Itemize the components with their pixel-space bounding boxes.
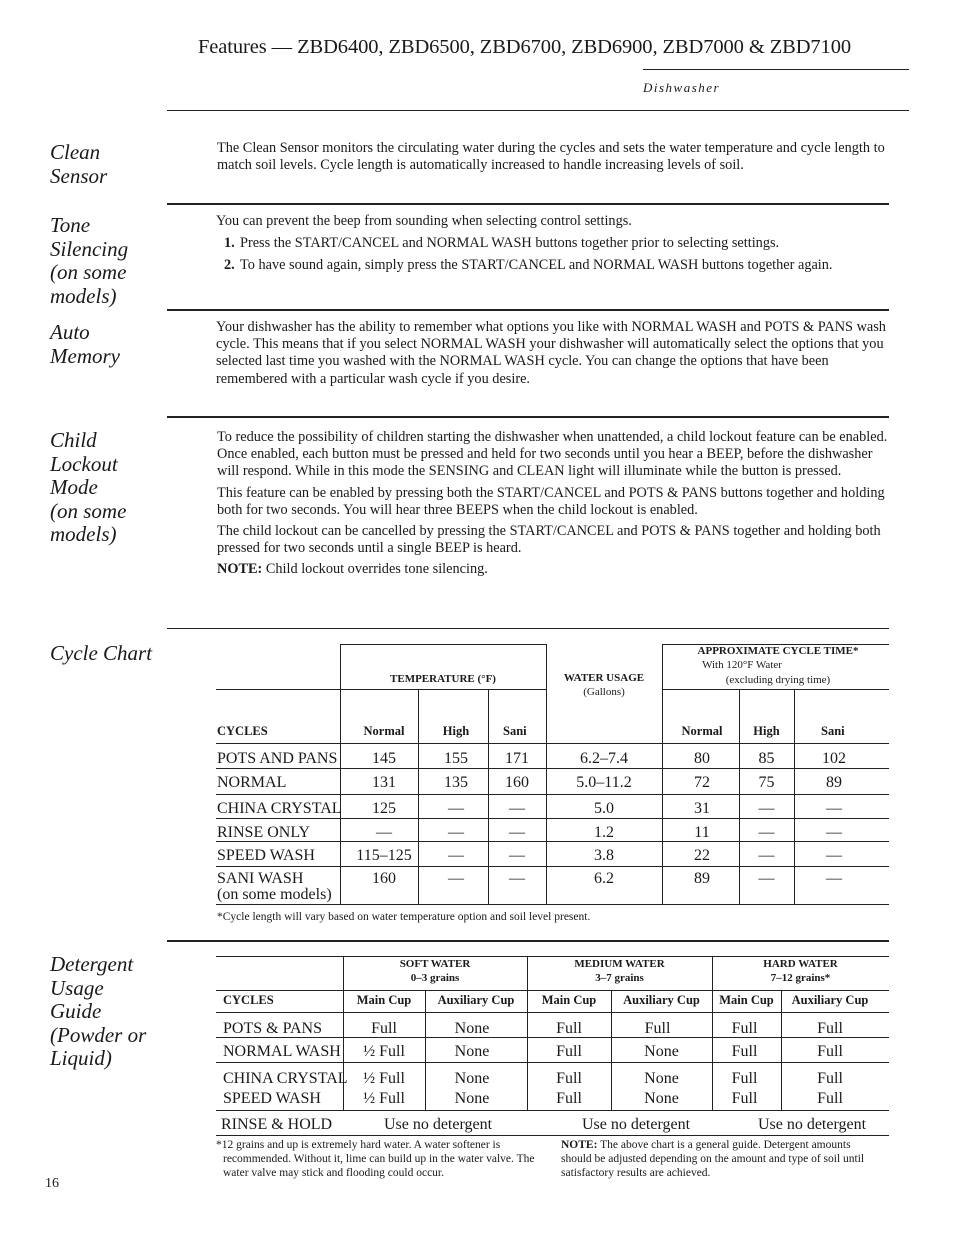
cycle-row-temp-sani: — xyxy=(509,847,525,864)
det-hard-main: Full xyxy=(731,1090,758,1107)
det-col-cycles: CYCLES xyxy=(223,993,274,1007)
tone-step-1: Press the START/CANCEL and NORMAL WASH buttons together prior to selecting settings. xyxy=(240,235,780,251)
temperature-header: TEMPERATURE (°F) xyxy=(390,673,496,685)
section-divider xyxy=(167,309,889,311)
section-divider xyxy=(167,416,889,418)
subtitle-rule xyxy=(643,69,909,70)
section-divider xyxy=(167,628,889,629)
hard-aux-cup: Auxiliary Cup xyxy=(791,993,869,1007)
det-medium-aux: None xyxy=(644,1043,679,1060)
cycle-row-temp-sani: 160 xyxy=(505,774,529,791)
page-number: 16 xyxy=(45,1176,59,1191)
cycle-row-time-high: — xyxy=(758,800,775,817)
cycle-row-water: 5.0–11.2 xyxy=(576,774,632,791)
cycle-row-temp-high: — xyxy=(448,847,464,864)
cycle-time-sub-1: With 120°F Water xyxy=(702,659,782,671)
det-hard-no-detergent: Use no detergent xyxy=(757,1116,867,1133)
cycle-row-water: 1.2 xyxy=(594,824,614,841)
medium-water-grains: 3–7 grains xyxy=(595,972,644,984)
det-row-name: SPEED WASH xyxy=(223,1090,321,1107)
auto-memory-heading: Auto Memory xyxy=(50,320,120,368)
det-row-name: RINSE & HOLD xyxy=(221,1116,333,1133)
det-soft-main: ½ Full xyxy=(363,1070,405,1087)
page-title: Features — ZBD6400, ZBD6500, ZBD6700, ZBD6900, ZBD7000 & ZBD7100 xyxy=(198,36,851,58)
tone-silencing-heading: Tone Silencing (on some models) xyxy=(50,213,129,308)
tone-step-2-number: 2. xyxy=(224,257,235,273)
det-row-name: CHINA CRYSTAL xyxy=(223,1070,348,1087)
cycle-row-time-sani: 89 xyxy=(826,774,842,791)
cycle-table-rule xyxy=(216,768,889,769)
cycle-row-temp-normal: 115–125 xyxy=(356,847,412,864)
soft-aux-cup: Auxiliary Cup xyxy=(437,993,515,1007)
det-soft-main: Full xyxy=(371,1020,397,1037)
detergent-guide-heading: Detergent Usage Guide (Powder or Liquid) xyxy=(50,952,147,1070)
hard-water-header: HARD WATER xyxy=(763,958,838,970)
det-table-rule xyxy=(216,1110,889,1111)
cycle-table-rule xyxy=(216,904,889,905)
cycle-row-time-high: — xyxy=(758,870,775,887)
col-temp-high: High xyxy=(442,724,470,738)
col-temp-normal: Normal xyxy=(363,724,405,738)
det-hard-aux: Full xyxy=(817,1090,843,1107)
cycle-chart-heading: Cycle Chart xyxy=(50,641,153,665)
cycle-row-time-normal: 72 xyxy=(694,774,710,791)
cycle-row-name: NORMAL xyxy=(217,774,287,791)
det-medium-aux: Full xyxy=(644,1020,671,1037)
cycle-row-temp-normal: 160 xyxy=(372,870,396,887)
det-hard-aux: Full xyxy=(817,1070,843,1087)
cycle-row-time-sani: — xyxy=(826,824,842,841)
det-medium-main: Full xyxy=(556,1070,582,1087)
det-table-rule xyxy=(216,956,889,957)
water-usage-unit: (Gallons) xyxy=(583,686,625,698)
cycle-row-temp-high: 155 xyxy=(444,750,468,767)
cycle-row-time-normal: 89 xyxy=(694,870,710,887)
col-cycles: CYCLES xyxy=(217,724,268,738)
hard-water-grains: 7–12 grains* xyxy=(770,972,831,984)
cycle-row-time-normal: 31 xyxy=(694,800,710,817)
tone-step-2: To have sound again, simply press the START/CANCEL and NORMAL WASH buttons together again. xyxy=(240,257,833,273)
section-divider xyxy=(167,203,889,205)
soft-water-grains: 0–3 grains xyxy=(410,972,460,984)
det-table-rule xyxy=(216,1012,889,1013)
cycle-row-time-high: 85 xyxy=(758,750,775,767)
cycle-row-name: SANI WASH xyxy=(217,870,304,887)
cycle-row-temp-normal: 145 xyxy=(372,750,396,767)
det-medium-main: Full xyxy=(556,1020,582,1037)
tone-silencing-intro: You can prevent the beep from sounding when selecting control settings. xyxy=(216,213,632,229)
section-divider xyxy=(167,940,889,942)
det-soft-no-detergent: Use no detergent xyxy=(383,1116,493,1133)
child-lockout-note: NOTE: Child lockout overrides tone silencing. xyxy=(217,561,488,578)
det-hard-main: Full xyxy=(731,1020,758,1037)
det-soft-main: ½ Full xyxy=(363,1090,405,1107)
det-medium-aux: None xyxy=(644,1090,679,1107)
cycle-row-temp-sani: — xyxy=(509,870,525,887)
cycle-row-temp-sani: — xyxy=(509,800,525,817)
water-usage-header: WATER USAGE xyxy=(563,672,645,684)
cycle-row-name: RINSE ONLY xyxy=(217,824,311,841)
cycle-row-temp-normal: 125 xyxy=(372,800,396,817)
cycle-row-name-note: (on some models) xyxy=(217,886,332,903)
cycle-row-water: 3.8 xyxy=(594,847,614,864)
cycle-row-time-high: 75 xyxy=(758,774,775,791)
cycle-row-time-high: — xyxy=(758,824,775,841)
cycle-table-rule xyxy=(662,689,889,690)
cycle-row-time-sani: — xyxy=(826,870,842,887)
cycle-row-water: 6.2 xyxy=(594,870,614,887)
detergent-footnote-right: NOTE: The above chart is a general guide. Detergent amounts should be adjusted depending on the amount and type of soil until satisfactory results are achieved. xyxy=(561,1139,865,1179)
cycle-row-time-sani: 102 xyxy=(822,750,846,767)
det-medium-main: Full xyxy=(556,1043,582,1060)
tone-step-1-number: 1. xyxy=(224,235,235,251)
child-lockout-heading: Child Lockout Mode (on some models) xyxy=(50,428,127,546)
col-time-sani: Sani xyxy=(821,724,845,738)
cycle-row-temp-sani: — xyxy=(509,824,525,841)
cycle-time-header: APPROXIMATE CYCLE TIME* xyxy=(697,645,859,657)
clean-sensor-text: The Clean Sensor monitors the circulating water during the cycles and sets the water temperature and cycle length to match soil levels. Cycle length is automatically increased to handle increasing levels of soil. xyxy=(217,140,885,174)
child-lockout-para-1: To reduce the possibility of children starting the dishwasher when unattended, a child lockout feature can be enabled. Once enabled, each button must be pressed and held for two seconds until you hear a BEEP, before the dishwasher will respond. While in this mode the SENSING and CLEAN light will illuminate while the button is pressed. xyxy=(217,429,888,480)
cycle-row-name: POTS AND PANS xyxy=(217,750,338,767)
cycle-table-rule xyxy=(216,794,889,795)
cycle-row-temp-high: — xyxy=(448,800,464,817)
cycle-row-water: 5.0 xyxy=(594,800,614,817)
det-soft-aux: None xyxy=(454,1070,490,1087)
cycle-row-time-sani: — xyxy=(826,847,842,864)
cycle-row-temp-high: 135 xyxy=(444,774,468,791)
soft-main-cup: Main Cup xyxy=(356,993,412,1007)
cycle-row-time-sani: — xyxy=(826,800,842,817)
col-temp-sani: Sani xyxy=(503,724,527,738)
det-row-name: POTS & PANS xyxy=(223,1020,323,1037)
det-soft-aux: None xyxy=(454,1043,490,1060)
cycle-row-water: 6.2–7.4 xyxy=(580,750,628,767)
det-soft-main: ½ Full xyxy=(363,1043,405,1060)
cycle-row-name: SPEED WASH xyxy=(217,847,315,864)
child-lockout-para-3: The child lockout can be cancelled by pressing the START/CANCEL and POTS & PANS together and holding both pressed for two seconds until a single BEEP is heard. xyxy=(217,523,881,557)
soft-water-header: SOFT WATER xyxy=(399,958,471,970)
det-hard-main: Full xyxy=(731,1070,758,1087)
medium-water-header: MEDIUM WATER xyxy=(574,958,665,970)
child-lockout-text xyxy=(217,429,889,583)
cycle-table-rule xyxy=(216,818,889,819)
auto-memory-text: Your dishwasher has the ability to remember what options you like with NORMAL WASH and POTS & PANS wash cycle. This means that if you select NORMAL WASH your dishwasher will automatically select the options that you selected last time you washed with the NORMAL WASH cycle. You can change the options that have been remembered with a particular wash cycle if you desire. xyxy=(216,319,886,387)
det-table-rule xyxy=(216,1135,889,1136)
page-subtitle: Dishwasher xyxy=(643,80,721,95)
det-medium-main: Full xyxy=(556,1090,582,1107)
det-table-rule xyxy=(216,1062,889,1063)
cycle-row-temp-sani: 171 xyxy=(505,750,529,767)
cycle-row-time-normal: 80 xyxy=(694,750,710,767)
cycle-row-time-high: — xyxy=(758,847,775,864)
cycle-row-name: CHINA CRYSTAL xyxy=(217,800,342,817)
medium-aux-cup: Auxiliary Cup xyxy=(623,993,700,1007)
col-time-normal: Normal xyxy=(681,724,723,738)
det-hard-main: Full xyxy=(731,1043,758,1060)
det-medium-aux: None xyxy=(644,1070,679,1087)
detergent-footnote-left: *12 grains and up is extremely hard water. A water softener is recommended. Without it, lime can build up in the water valve. The water valve may stick and flooding could occur. xyxy=(216,1139,535,1179)
det-row-name: NORMAL WASH xyxy=(223,1043,341,1060)
cycle-chart-footnote: *Cycle length will vary based on water temperature option and soil level present. xyxy=(217,911,591,923)
det-table-rule xyxy=(216,990,889,991)
cycle-time-sub-2: (excluding drying time) xyxy=(725,674,831,686)
child-lockout-para-2: This feature can be enabled by pressing both the START/CANCEL and POTS & PANS buttons together and holding both for two seconds. You will hear three BEEPS when the child lockout is enabled. xyxy=(217,484,885,518)
cycle-row-temp-normal: — xyxy=(376,824,392,841)
cycle-table-rule xyxy=(216,866,889,867)
cycle-table-rule xyxy=(216,743,889,744)
cycle-row-time-normal: 11 xyxy=(694,824,710,841)
det-medium-no-detergent: Use no detergent xyxy=(581,1116,691,1133)
medium-main-cup: Main Cup xyxy=(541,993,597,1007)
cycle-table-rule xyxy=(216,689,546,690)
cycle-row-temp-high: — xyxy=(448,824,464,841)
hard-main-cup: Main Cup xyxy=(719,993,774,1007)
cycle-row-temp-high: — xyxy=(448,870,464,887)
det-hard-aux: Full xyxy=(817,1043,843,1060)
det-hard-aux: Full xyxy=(817,1020,843,1037)
cycle-table-rule xyxy=(340,644,546,645)
cycle-row-temp-normal: 131 xyxy=(372,774,396,791)
header-divider xyxy=(167,110,909,111)
det-soft-aux: None xyxy=(454,1090,490,1107)
cycle-row-time-normal: 22 xyxy=(694,847,710,864)
det-soft-aux: None xyxy=(454,1020,490,1037)
clean-sensor-heading: Clean Sensor xyxy=(50,140,108,188)
col-time-high: High xyxy=(753,724,780,738)
